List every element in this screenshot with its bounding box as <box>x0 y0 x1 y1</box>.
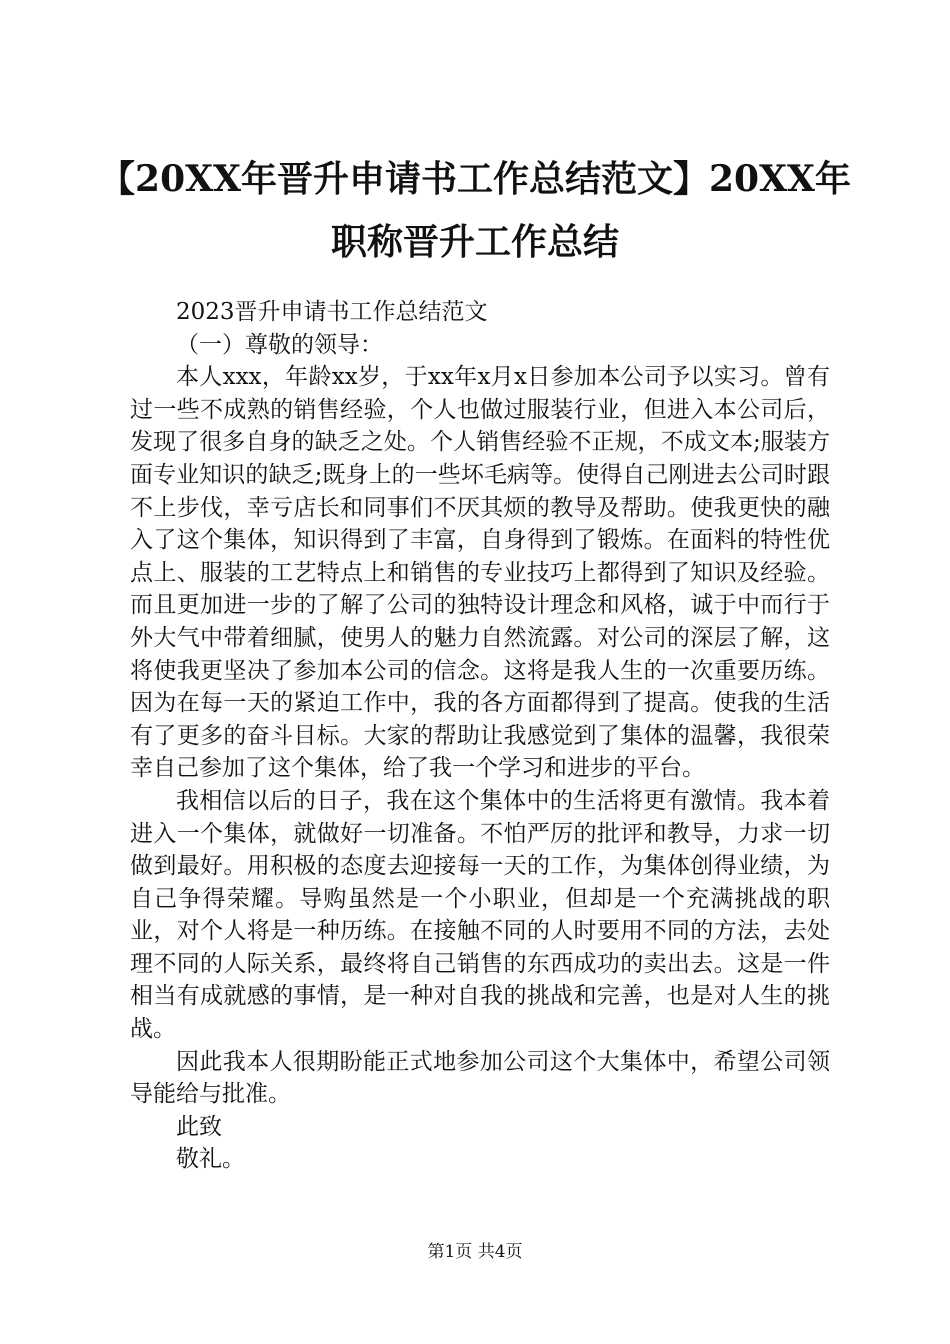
body-paragraph-1: 本人xxx，年龄xx岁，于xx年x月x日参加本公司予以实习。曾有过一些不成熟的销售经验，个人也做过服装行业，但进入本公司后，发现了很多自身的缺乏之处。个人销售经验不正规，不成文本;服装方面专业知识的缺乏;既身上的一些坏毛病等。使得自己刚进去公司时跟不上步伐，幸亏店长和同事们不厌其烦的教导及帮助。使我更快的融入了这个集体，知识得到了丰富，自身得到了锻炼。在面料的特性优点上、服装的工艺特点上和销售的专业技巧上都得到了知识及经验。而且更加进一步的了解了公司的独特设计理念和风格，诚于中而行于外大气中带着细腻，使男人的魅力自然流露。对公司的深层了解，这将使我更坚决了参加本公司的信念。这将是我人生的一次重要历练。因为在每一天的紧迫工作中，我的各方面都得到了提高。使我的生活有了更多的奋斗目标。大家的帮助让我感觉到了集体的温馨，我很荣幸自己参加了这个集体，给了我一个学习和进步的平台。 <box>130 364 830 782</box>
body-paragraph-2: 我相信以后的日子，我在这个集体中的生活将更有激情。我本着进入一个集体，就做好一切准备。不怕严厉的批评和教导，力求一切做到最好。用积极的态度去迎接每一天的工作，为集体创得业绩，为自己争得荣耀。导购虽然是一个小职业，但却是一个充满挑战的职业，对个人将是一种历练。在接触不同的人时要用不同的方法，去处理不同的人际关系，最终将自己销售的东西成功的卖出去。这是一件相当有成就感的事情，是一种对自我的挑战和完善，也是对人生的挑战。 <box>130 787 830 1043</box>
document-body <box>130 296 830 1176</box>
closing-line-2: 敬礼。 <box>176 1146 245 1173</box>
document-title-line-2: 职称晋升工作总结 <box>330 221 619 263</box>
closing-line-1: 此致 <box>176 1113 222 1140</box>
page-footer: 第1页 共4页 <box>427 1242 523 1262</box>
subtitle-paragraph: 2023晋升申请书工作总结范文 <box>176 299 488 325</box>
body-paragraph-3: 因此我本人很期盼能正式地参加公司这个大集体中，希望公司领导能给与批准。 <box>130 1048 830 1108</box>
salutation-paragraph: （一）尊敬的领导： <box>176 331 383 358</box>
document-title-line-1: 【20XX年晋升申请书工作总结范文】20XX年 <box>99 158 851 200</box>
